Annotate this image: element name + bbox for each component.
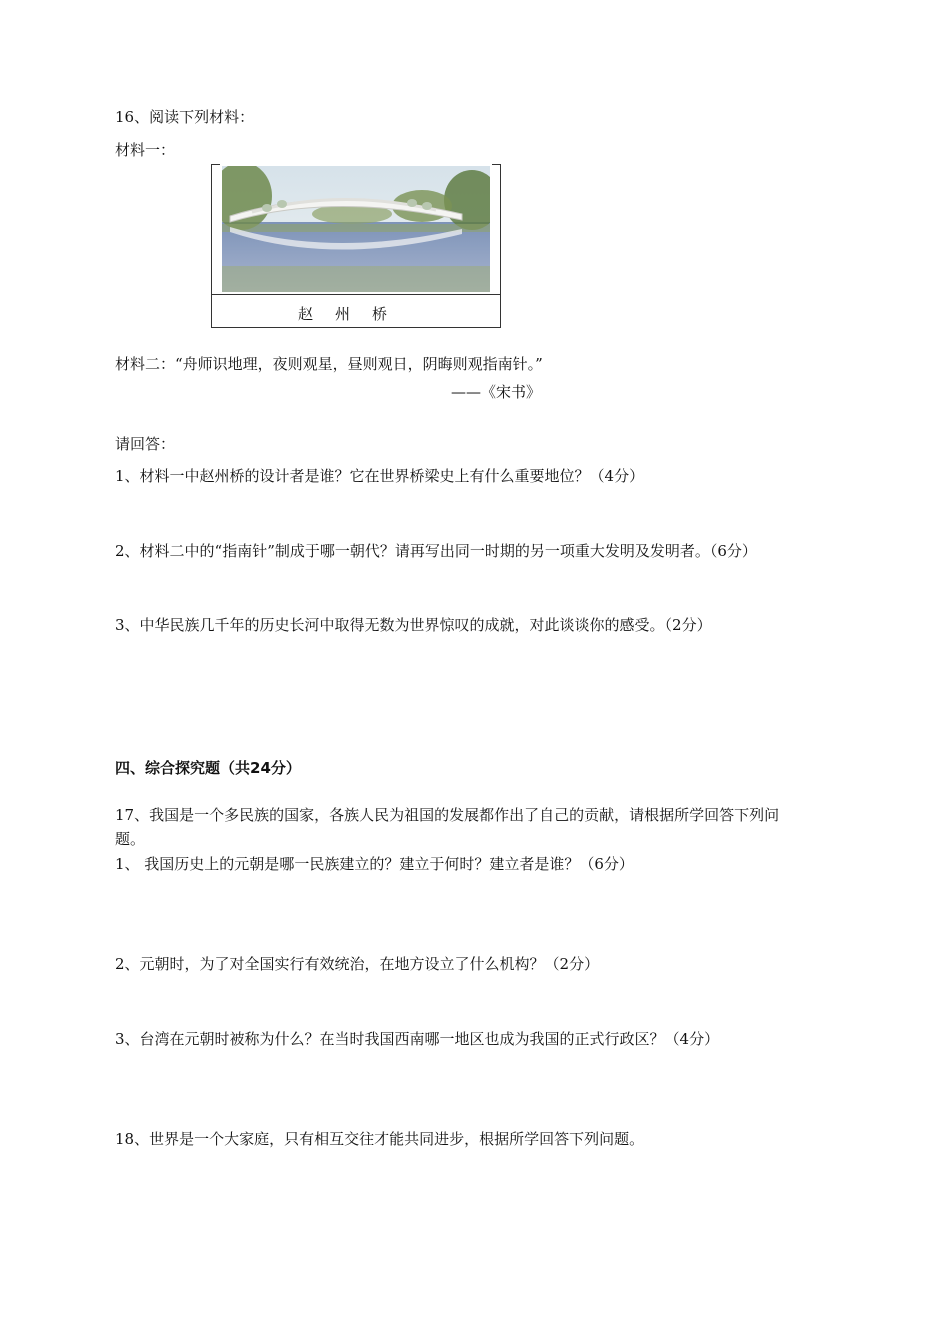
- q16-question-2: 2、材料二中的“指南针”制成于哪一朝代？请再写出同一时期的另一项重大发明及发明者。（6分）: [115, 542, 757, 560]
- q17-question-2: 2、元朝时，为了对全国实行有效统治，在地方设立了什么机构？（2分）: [115, 955, 600, 973]
- q17-question-1: 1、 我国历史上的元朝是哪一民族建立的？建立于何时？建立者是谁？（6分）: [115, 855, 634, 873]
- material-1-label: 材料一：: [115, 141, 176, 159]
- section-4-heading: 四、综合探究题（共24分）: [115, 759, 301, 777]
- q17-intro-line-2: 题。: [115, 830, 146, 848]
- q18-intro: 18、世界是一个大家庭，只有相互交往才能共同进步，根据所学回答下列问题。: [115, 1130, 645, 1148]
- q17-question-3: 3、台湾在元朝时被称为什么？在当时我国西南哪一地区也成为我国的正式行政区？（4分）: [115, 1030, 720, 1048]
- q17-intro-line-1: 17、我国是一个多民族的国家，各族人民为祖国的发展都作出了自己的贡献，请根据所学回答下列问: [115, 806, 780, 824]
- material-2-text: 材料二：“舟师识地理，夜则观星，昼则观日，阴晦则观指南针。”: [115, 355, 543, 373]
- zhaozhou-bridge-photo: [222, 166, 490, 292]
- answer-prompt: 请回答：: [115, 435, 176, 453]
- zhaozhou-bridge-figure: [211, 164, 501, 328]
- material-2-source: ——《宋书》: [451, 383, 542, 401]
- image-caption: 赵州桥: [298, 305, 410, 323]
- caption-row: [212, 294, 500, 327]
- q16-question-1: 1、材料一中赵州桥的设计者是谁？它在世界桥梁史上有什么重要地位？（4分）: [115, 467, 645, 485]
- q16-question-3: 3、中华民族几千年的历史长河中取得无数为世界惊叹的成就，对此谈谈你的感受。（2分）: [115, 616, 712, 634]
- q16-title: 16、阅读下列材料：: [115, 108, 255, 126]
